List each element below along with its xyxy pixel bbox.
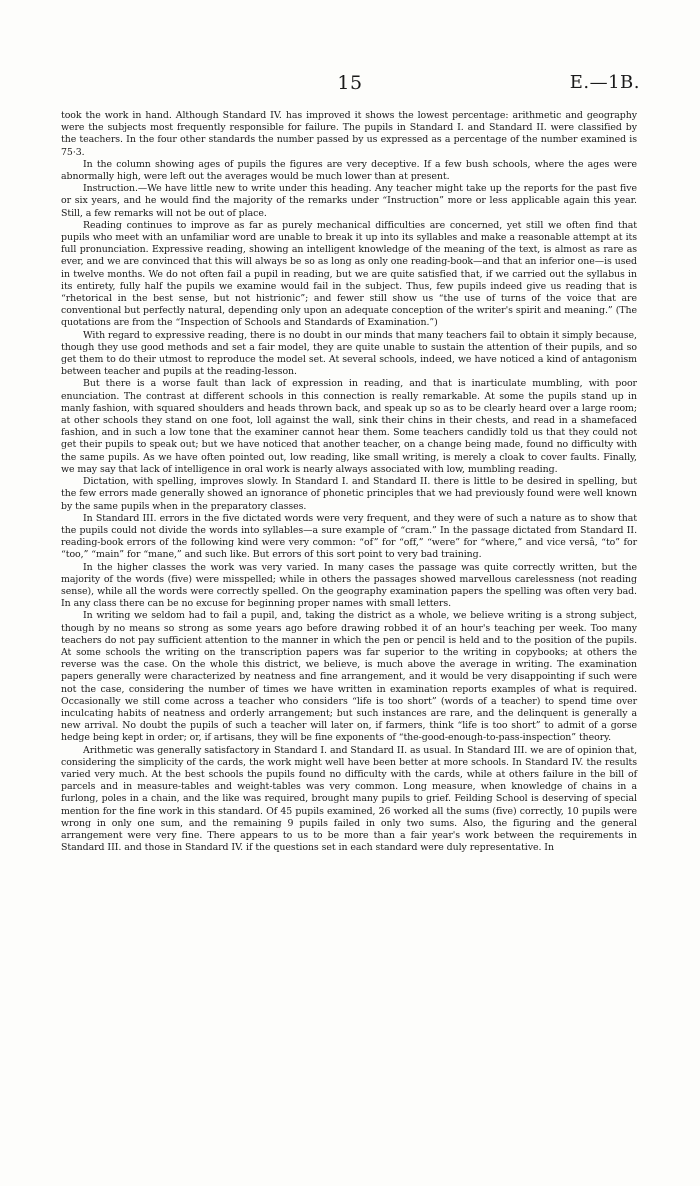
body-text [61, 110, 637, 854]
page-header [0, 72, 700, 96]
paragraph: In writing we seldom had to fail a pupil, and, taking the district as a whole, we believe writing is a strong subject, though by no means so strong as some years ago before drawing robbed it of an hour's teaching per week. Too many teachers do not pay sufficient attention to the manner in which the pen or pencil is held and to the position of the pupils. At some schools the writing on the transcription papers was far superior to the writing in copybooks; at others the reverse was the case. On the whole this district, we believe, is much above the average in writing. The examination papers generally were characterized by neatness and fine arrangement, and it would be very disappointing if such were not the case, considering the number of times we have written in examination reports examples of what is required. Occasionally we still come across a teacher who considers “life is too short” (words of a teacher) to spend time over inculcating habits of neatness and orderly arrangement; but such instances are rare, and the delinquent is generally a new arrival. No doubt the pupils of such a teacher will later on, if farmers, think “life is too short” to admit of a gorse hedge being kept in order; or, if artisans, they will be fine exponents of “the-good-enough-to-pass-inspection” theory. [61, 610, 637, 744]
paragraph: took the work in hand. Although Standard IV. has improved it shows the lowest percentage: arithmetic and geography were the subjects most frequently responsible for failure. The pupils in Standard I. and Standard II. were classified by the teachers. In the four other standards the number passed by us expressed as a percentage of the number examined is 75·3. [61, 110, 637, 158]
paragraph: With regard to expressive reading, there is no doubt in our minds that many teachers fail to obtain it simply because, though they use good methods and set a fair model, they are quite unable to sustain the attention of their pupils, and so get them to do their utmost to reproduce the model set. At several schools, indeed, we have noticed a kind of antagonism between teacher and pupils at the reading-lesson. [61, 329, 637, 378]
document-reference: E.—1B. [569, 72, 640, 93]
paragraph: But there is a worse fault than lack of expression in reading, and that is inarticulate mumbling, with poor enunciation. The contrast at different schools in this connection is really remarkable. At some the pupils stand up in manly fashion, with squared shoulders and heads thrown back, and speak up so as to be clearly heard over a large room; at other schools they stand on one foot, loll against the wall, sink their chins in their chests, and read in a shamefaced fashion, and in such a low tone that the examiner cannot hear them. Some teachers candidly told us that they could not get their pupils to speak out; but we have noticed that another teacher, on a change being made, found no difficulty with the same pupils. As we have often pointed out, low reading, like small writing, is merely a cloak to cover faults. Finally, we may say that lack of intelligence in oral work is nearly always associated with low, mumbling reading. [61, 378, 637, 475]
paragraph: Reading continues to improve as far as purely mechanical difficulties are concerned, yet still we often find that pupils who meet with an unfamiliar word are unable to break it up into its syllables and make a reasonable attempt at its full pronunciation. Expressive reading, showing an intelligent knowledge of the meaning of the text, is almost as rare as ever, and we are convinced that this will always be so as long as only one reading-book—and that an inferior one—is used in twelve months. We do not often fail a pupil in reading, but we are quite satisfied that, if we carried out the syllabus in its entirety, fully half the pupils we examine would fail in the subject. Thus, few pupils indeed give us reading that is “rhetorical in the best sense, but not histrionic”; and fewer still show us “the use of turns of the voice that are conventional but perfectly natural, depending only upon an adequate conception of the writer's spirit and meaning.” (The quotations are from the “Inspection of Schools and Standards of Examination.”) [61, 219, 637, 329]
paragraph: In the higher classes the work was very varied. In many cases the passage was quite correctly written, but the majority of the words (five) were misspelled; while in others the passages showed marvellous carelessness (not reading sense), while all the words were correctly spelled. On the geography examination papers the spelling was often very bad. In any class there can be no excuse for beginning proper names with small letters. [61, 561, 637, 610]
paragraph-instruction: Instruction.—We have little new to write under this heading. Any teacher might take up the reports for the past five or six years, and he would find the majority of the remarks under “Instruction” more or less applicable again this year. Still, a few remarks will not be out of place. [61, 183, 637, 219]
page-number: 15 [337, 72, 363, 94]
paragraph: In Standard III. errors in the five dictated words were very frequent, and they were of such a nature as to show that the pupils could not divide the words into syllables—a sure example of “cram.” In the passage dictated from Standard II. reading-book errors of the following kind were very common: “of” for “off,” “were” for “where,” and vice versâ, “to” for “too,” “main” for “mane,” and such like. But errors of this sort point to very bad training. [61, 512, 637, 561]
paragraph: Arithmetic was generally satisfactory in Standard I. and Standard II. as usual. In Standard III. we are of opinion that, considering the simplicity of the cards, the work might well have been better at more schools. In Standard IV. the results varied very much. At the best schools the pupils found no difficulty with the cards, while at others failure in the bill of parcels and in measure-tables and weight-tables was very common. Long measure, when knowledge of chains in a furlong, poles in a chain, and the like was required, brought many pupils to grief. Feilding School is deserving of special mention for the fine work in this standard. Of 45 pupils examined, 26 worked all the sums (five) correctly, 10 pupils were wrong in only one sum, and the remaining 9 pupils failed in only two sums. Also, the figuring and the general arrangement were very fine. There appears to us to be more than a fair year's work between the requirements in Standard III. and those in Standard IV. if the questions set in each standard were duly representative. In [61, 744, 637, 854]
paragraph: Dictation, with spelling, improves slowly. In Standard I. and Standard II. there is little to be desired in spelling, but the few errors made generally showed an ignorance of phonetic principles that we had previously found were well known by the same pupils when in the preparatory classes. [61, 476, 637, 512]
paragraph: In the column showing ages of pupils the figures are very deceptive. If a few bush schools, where the ages were abnormally high, were left out the averages would be much lower than at present. [61, 158, 637, 183]
